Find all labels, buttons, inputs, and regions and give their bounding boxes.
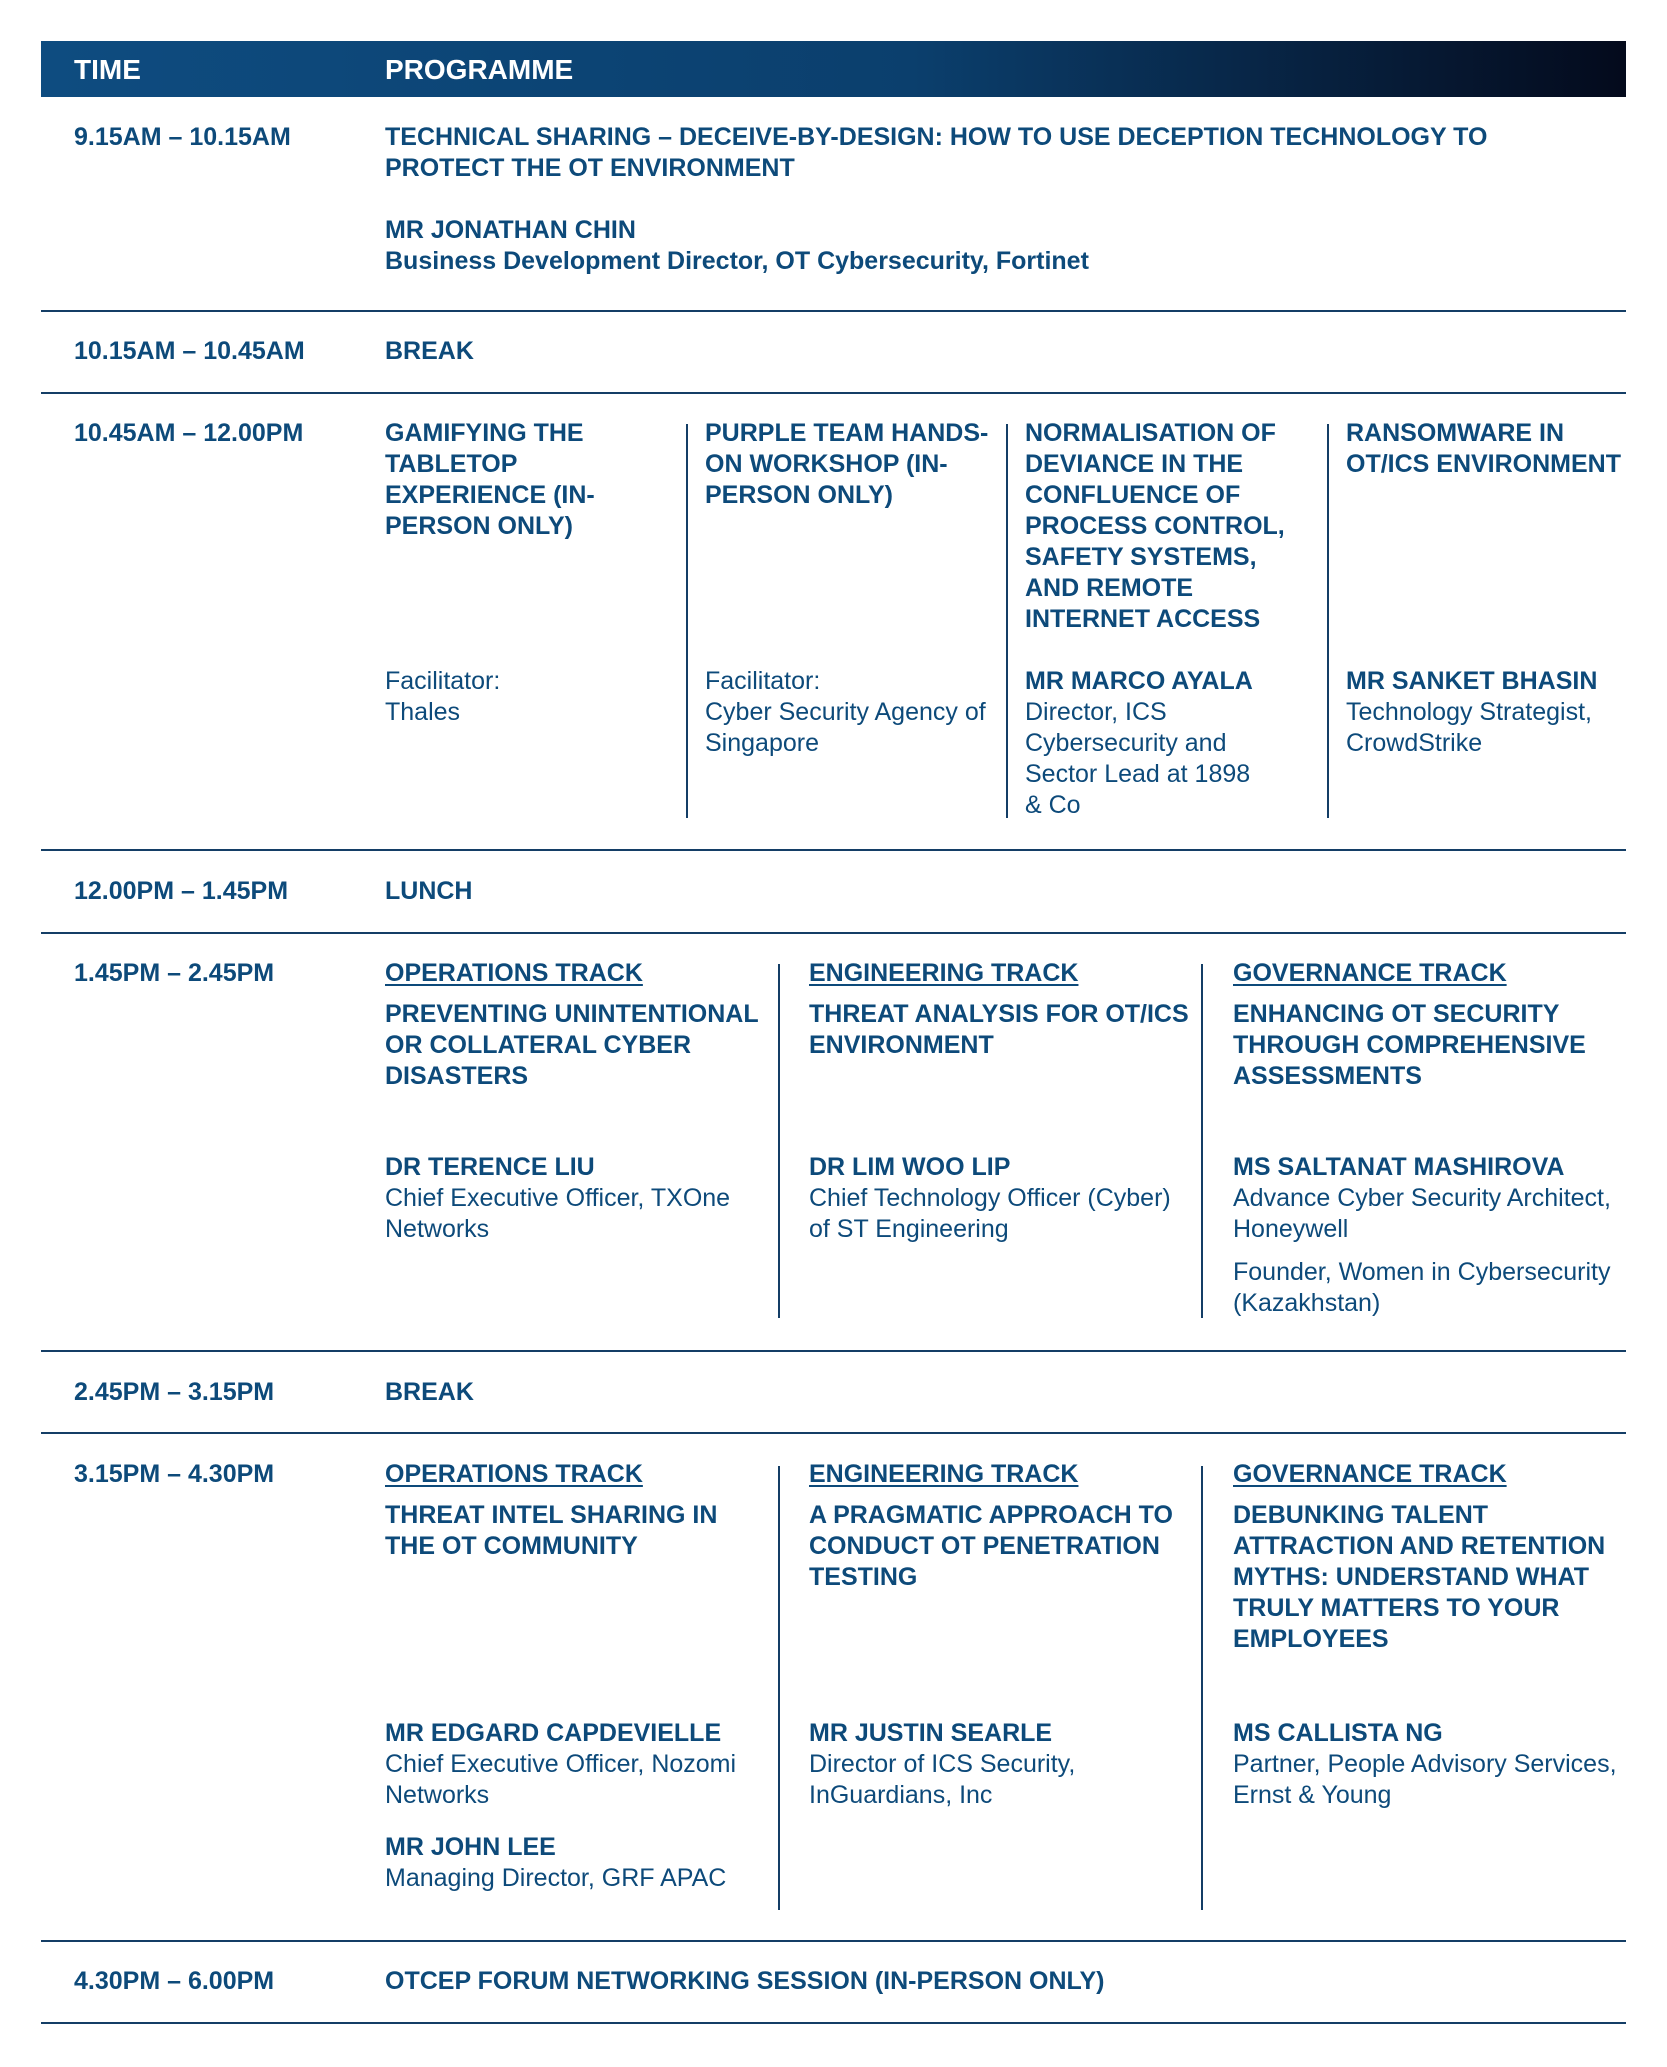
- row-divider: [41, 1940, 1626, 1942]
- speaker-role: Advance Cyber Security Architect, Honeywell: [1233, 1184, 1611, 1243]
- speaker-name: MR JONATHAN CHIN: [385, 216, 636, 244]
- header-programme-label: PROGRAMME: [385, 54, 574, 85]
- speaker-role-secondary: Managing Director, GRF APAC: [385, 1864, 727, 1892]
- speaker-name-secondary: MR JOHN LEE: [385, 1833, 556, 1861]
- row-divider: [41, 392, 1626, 394]
- column-divider: [778, 964, 780, 1318]
- session-title: BREAK: [385, 337, 474, 365]
- row-divider: [41, 310, 1626, 312]
- speaker-name: MS CALLISTA NG: [1233, 1719, 1443, 1747]
- row-divider: [41, 1432, 1626, 1434]
- speaker-name: MR SANKET BHASIN: [1346, 667, 1598, 695]
- track-session-title: A PRAGMATIC APPROACH TO CONDUCT OT PENETRATION TESTING: [809, 1501, 1173, 1591]
- session-title: TECHNICAL SHARING – DECEIVE-BY-DESIGN: HOW TO USE DECEPTION TECHNOLOGY TO PROTECT THE OT ENVIRONMENT: [385, 123, 1488, 182]
- workshop-column: [1346, 418, 1636, 480]
- track-speaker: [1233, 1152, 1618, 1319]
- session-time: 4.30PM – 6.00PM: [74, 1967, 275, 1995]
- speaker-role: Business Development Director, OT Cybersecurity, Fortinet: [385, 247, 1089, 275]
- facilitator-name: Thales: [385, 698, 461, 726]
- track-column: [809, 958, 1189, 1061]
- speaker-role: Director, ICS Cybersecurity and Sector Lead at 1898 & Co: [1025, 698, 1251, 819]
- speaker-role: Partner, People Advisory Services, Ernst & Young: [1233, 1750, 1617, 1809]
- facilitator-label: Facilitator:: [705, 667, 821, 695]
- track-session-title: THREAT ANALYSIS FOR OT/ICS ENVIRONMENT: [809, 1000, 1189, 1059]
- track-column: [385, 1459, 765, 1562]
- agenda-header: [41, 41, 1626, 97]
- track-column: [1233, 958, 1618, 1092]
- column-divider: [1201, 964, 1203, 1318]
- column-divider: [1201, 1466, 1203, 1910]
- session-time: 3.15PM – 4.30PM: [74, 1460, 275, 1488]
- session-title: BREAK: [385, 1378, 474, 1406]
- workshop-speaker: [1346, 666, 1636, 759]
- row-divider: [41, 849, 1626, 851]
- session-time: 9.15AM – 10.15AM: [74, 123, 291, 151]
- facilitator-label: Facilitator:: [385, 667, 501, 695]
- row-divider: [41, 932, 1626, 934]
- speaker-name: MR JUSTIN SEARLE: [809, 1719, 1053, 1747]
- track-label: OPERATIONS TRACK: [385, 1460, 643, 1488]
- speaker-name: MS SALTANAT MASHIROVA: [1233, 1153, 1565, 1181]
- facilitator-name: Cyber Security Agency of Singapore: [705, 698, 986, 757]
- track-speaker: [385, 1152, 765, 1245]
- session-title: OTCEP FORUM NETWORKING SESSION (IN-PERSON ONLY): [385, 1967, 1105, 1995]
- track-column: [809, 1459, 1189, 1593]
- track-session-title: THREAT INTEL SHARING IN THE OT COMMUNITY: [385, 1501, 718, 1560]
- session-time: 10.45AM – 12.00PM: [74, 419, 304, 447]
- track-speaker: [1233, 1718, 1618, 1811]
- column-divider: [1327, 424, 1329, 818]
- workshop-speaker: [1025, 666, 1255, 821]
- session-time: 12.00PM – 1.45PM: [74, 877, 289, 905]
- column-divider: [1006, 424, 1008, 818]
- workshop-title: PURPLE TEAM HANDS-ON WORKSHOP (IN-PERSON ONLY): [705, 419, 989, 509]
- row-divider: [41, 1350, 1626, 1352]
- column-divider: [778, 1466, 780, 1910]
- workshop-title: GAMIFYING THE TABLETOP EXPERIENCE (IN-PERSON ONLY): [385, 419, 595, 540]
- speaker-role: Chief Executive Officer, TXOne Networks: [385, 1184, 731, 1243]
- workshop-title: NORMALISATION OF DEVIANCE IN THE CONFLUENCE OF PROCESS CONTROL, SAFETY SYSTEMS, AND REMOTE INTERNET ACCESS: [1025, 419, 1285, 633]
- track-session-title: PREVENTING UNINTENTIONAL OR COLLATERAL CYBER DISASTERS: [385, 1000, 759, 1090]
- track-speaker: [385, 1718, 765, 1894]
- track-label: ENGINEERING TRACK: [809, 1460, 1079, 1488]
- session-content: [385, 122, 1495, 277]
- workshop-column: [1025, 418, 1290, 635]
- track-speaker: [809, 1718, 1189, 1811]
- track-label: GOVERNANCE TRACK: [1233, 959, 1507, 987]
- speaker-name: MR MARCO AYALA: [1025, 667, 1253, 695]
- speaker-role: Director of ICS Security, InGuardians, Inc: [809, 1750, 1076, 1809]
- row-divider: [41, 2022, 1626, 2024]
- session-time: 2.45PM – 3.15PM: [74, 1378, 275, 1406]
- track-label: OPERATIONS TRACK: [385, 959, 643, 987]
- speaker-role: Chief Executive Officer, Nozomi Networks: [385, 1750, 737, 1809]
- track-session-title: DEBUNKING TALENT ATTRACTION AND RETENTION MYTHS: UNDERSTAND WHAT TRULY MATTERS TO YOUR EMPLOYEES: [1233, 1501, 1606, 1653]
- track-session-title: ENHANCING OT SECURITY THROUGH COMPREHENSIVE ASSESSMENTS: [1233, 1000, 1586, 1090]
- session-time: 1.45PM – 2.45PM: [74, 959, 275, 987]
- speaker-name: MR EDGARD CAPDEVIELLE: [385, 1719, 722, 1747]
- track-label: GOVERNANCE TRACK: [1233, 1460, 1507, 1488]
- workshop-column: [705, 418, 1005, 511]
- column-divider: [686, 424, 688, 818]
- track-label: ENGINEERING TRACK: [809, 959, 1079, 987]
- speaker-name: DR LIM WOO LIP: [809, 1153, 1011, 1181]
- workshop-facilitator: [385, 666, 685, 728]
- track-column: [385, 958, 765, 1092]
- session-time: 10.15AM – 10.45AM: [74, 337, 305, 365]
- header-time-label: TIME: [74, 54, 141, 85]
- track-column: [1233, 1459, 1618, 1655]
- track-speaker: [809, 1152, 1189, 1245]
- speaker-role-secondary: Founder, Women in Cybersecurity (Kazakhstan): [1233, 1258, 1611, 1317]
- workshop-facilitator: [705, 666, 1005, 759]
- workshop-title: RANSOMWARE IN OT/ICS ENVIRONMENT: [1346, 419, 1622, 478]
- speaker-role: Chief Technology Officer (Cyber) of ST Engineering: [809, 1184, 1171, 1243]
- speaker-role: Technology Strategist, CrowdStrike: [1346, 698, 1592, 757]
- workshop-column: [385, 418, 685, 542]
- speaker-name: DR TERENCE LIU: [385, 1153, 595, 1181]
- session-title: LUNCH: [385, 877, 473, 905]
